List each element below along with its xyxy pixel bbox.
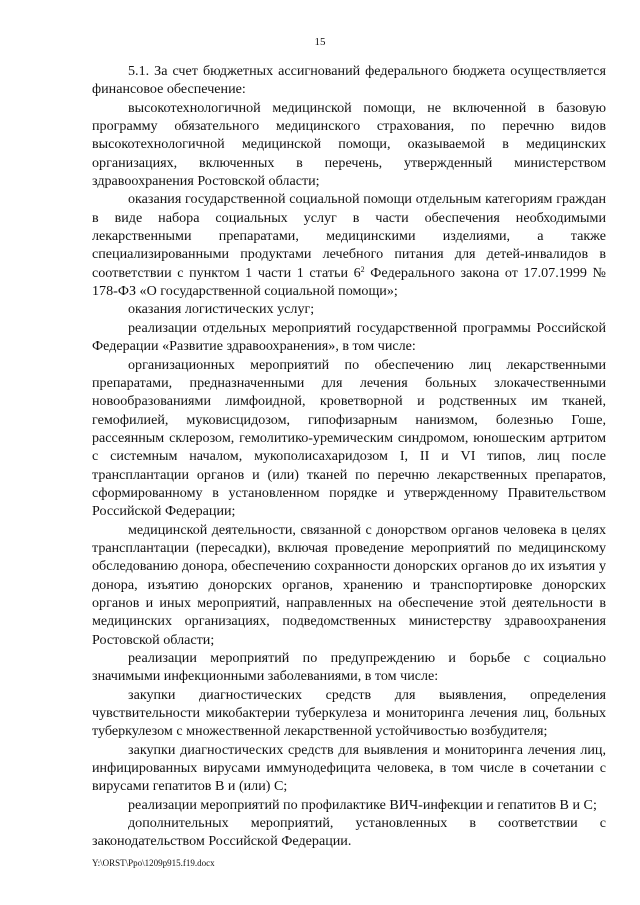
paragraph-social-assistance-text: оказания государственной социальной помощи отдельным категориям граждан в виде набора социальных услуг в части обеспечения необходимыми лекарственными препаратами, медицинскими изделиями, а также специализированными продуктами лечебного питания для детей-инвалидов в соответствии с пунктом 1 части 1 статьи 6 bbox=[92, 191, 606, 281]
paragraph-hiv-prevention: реализации мероприятий по профилактике ВИЧ-инфекции и гепатитов В и С; bbox=[128, 796, 597, 813]
file-path-footer: Y:\ORST\Ppo\1209p915.f19.docx bbox=[92, 858, 215, 868]
paragraph-tuberculosis-diagnostics: закупки диагностических средств для выявления, определения чувствительности микобактерии туберкулеза и мониторинга лечения лиц, больных туберкулезом с множественной лекарственной устойчивостью возбудителя; bbox=[92, 686, 606, 740]
paragraph-social-assistance-law: Федерального закона от 17.07.1999 № 178-ФЗ «О государственной социальной помощи»; bbox=[92, 264, 606, 300]
superscript: 2 bbox=[360, 264, 365, 274]
paragraph-state-program: реализации отдельных мероприятий государственной программы Российской Федерации «Развитие здравоохранения», в том числе: bbox=[92, 319, 606, 355]
paragraph-organizational-measures: организационных мероприятий по обеспечению лиц лекарственными препаратами, предназначенными для лечения больных злокачественными новообразованиями лимфоидной, кроветворной и родственных им тканей, гемофилией, муковисцидозом, гипофизарным нанизмом, болезнью Гоше, рассеянным склерозом, гемолитико-уремическим синдромом, юношеским артритом с системным началом, мукополисахаридозом I, II и VI типов, лиц после трансплантации органов и (или) тканей по перечню лекарственных препаратов, сформированному в установленном порядке и утвержденному Правительством Российской Федерации; bbox=[92, 356, 606, 520]
document-body bbox=[92, 62, 606, 851]
paragraph-social-assistance bbox=[92, 190, 606, 300]
paragraph-infectious-diseases: реализации мероприятий по предупреждению и борьбе с социально значимыми инфекционными заболеваниями, в том числе: bbox=[92, 650, 606, 685]
paragraph-5-1: 5.1. За счет бюджетных ассигнований федерального бюджета осуществляется финансовое обеспечение: bbox=[92, 63, 606, 98]
paragraph-high-tech-care: высокотехнологичной медицинской помощи, не включенной в базовую программу обязательного медицинского страхования, по перечню видов высокотехнологичной медицинской помощи, оказываемой в медицинских организациях, включенных в перечень, утвержденный министерством здравоохранения Ростовской области; bbox=[92, 99, 606, 190]
paragraph-hiv-diagnostics: закупки диагностических средств для выявления и мониторинга лечения лиц, инфицированных вирусами иммунодефицита человека, в том числе в сочетании с вирусами гепатитов В и (или) С; bbox=[92, 741, 606, 795]
paragraph-logistics: оказания логистических услуг; bbox=[128, 301, 315, 318]
page-number: 15 bbox=[314, 36, 326, 48]
paragraph-organ-donation: медицинской деятельности, связанной с донорством органов человека в целях трансплантации (пересадки), включая проведение мероприятий по медицинскому обследованию донора, обеспечению сохранности донорских органов до их изъятия у донора, изъятию донорских органов, хранению и транспортировке донорских органов и иных мероприятий, направленных на обеспечение этой деятельности в медицинских организациях, подведомственных министерству здравоохранения Ростовской области; bbox=[92, 521, 606, 648]
paragraph-additional-measures: дополнительных мероприятий, установленных в соответствии с законодательством Российской Федерации. bbox=[92, 815, 606, 850]
